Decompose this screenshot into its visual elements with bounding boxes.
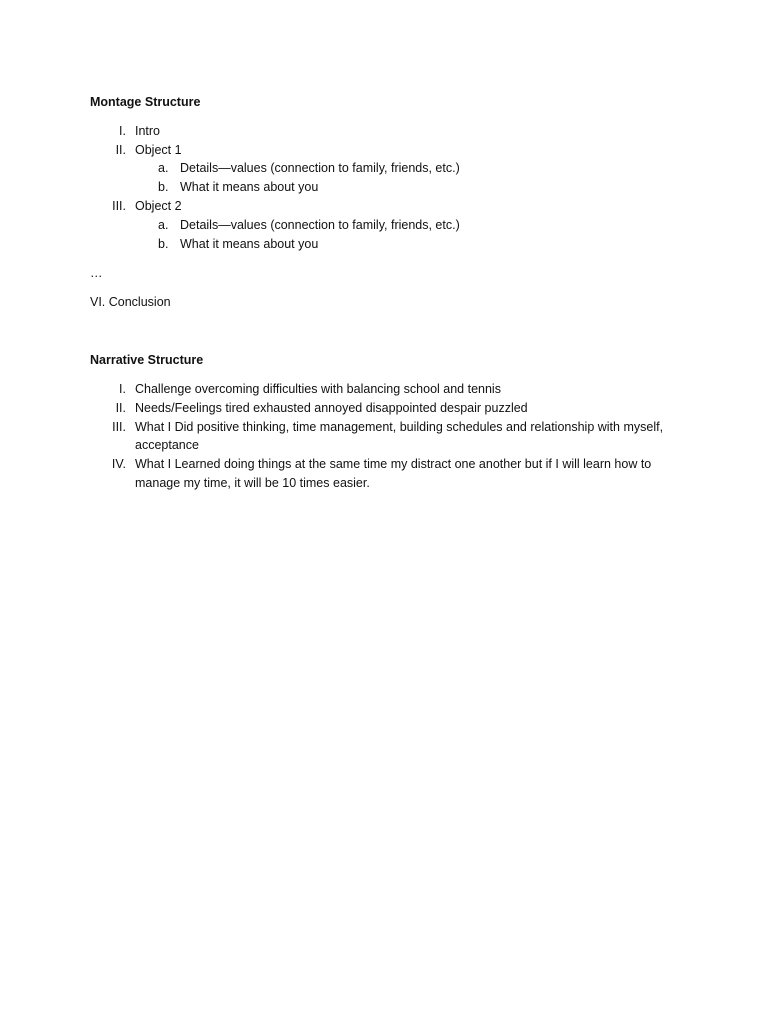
montage-item-3-sub-a-text: Details—values (connection to family, friends, etc.): [180, 218, 460, 232]
montage-item-3-sub-b-letter: b.: [158, 237, 169, 251]
montage-heading: Montage Structure: [90, 95, 201, 109]
narrative-item-3-text-line2: acceptance: [135, 438, 199, 452]
narrative-item-2-number: II.: [115, 401, 126, 415]
montage-item-3-sub-a-letter: a.: [158, 218, 169, 232]
montage-item-2-sub-a-text: Details—values (connection to family, friends, etc.): [180, 161, 460, 175]
narrative-item-1-number: I.: [119, 382, 126, 396]
narrative-item-1-text: Challenge overcoming difficulties with balancing school and tennis: [135, 382, 501, 396]
montage-item-2-number: II.: [115, 143, 126, 157]
montage-ellipsis: …: [90, 266, 103, 280]
montage-conclusion: VI. Conclusion: [90, 295, 171, 309]
montage-item-2-text: Object 1: [135, 143, 182, 157]
narrative-item-3-number: III.: [112, 420, 126, 434]
montage-item-1-number: I.: [119, 124, 126, 138]
montage-item-3-number: III.: [112, 199, 126, 213]
montage-item-2-sub-b-text: What it means about you: [180, 180, 319, 194]
narrative-item-4-text-line1: What I Learned doing things at the same time my distract one another but if I will learn how to: [135, 457, 652, 471]
montage-item-2-sub-b-letter: b.: [158, 180, 169, 194]
narrative-item-3-text-line1: What I Did positive thinking, time management, building schedules and relationship with myself,: [135, 420, 664, 434]
narrative-item-4-text-line2: manage my time, it will be 10 times easier.: [135, 476, 370, 490]
montage-item-2-sub-a-letter: a.: [158, 161, 169, 175]
narrative-item-2-text: Needs/Feelings tired exhausted annoyed disappointed despair puzzled: [135, 401, 528, 415]
montage-item-3-sub-b-text: What it means about you: [180, 237, 319, 251]
montage-item-1-text: Intro: [135, 124, 161, 138]
narrative-heading: Narrative Structure: [90, 353, 204, 367]
montage-item-3-text: Object 2: [135, 199, 182, 213]
narrative-item-4-number: IV.: [111, 457, 126, 471]
